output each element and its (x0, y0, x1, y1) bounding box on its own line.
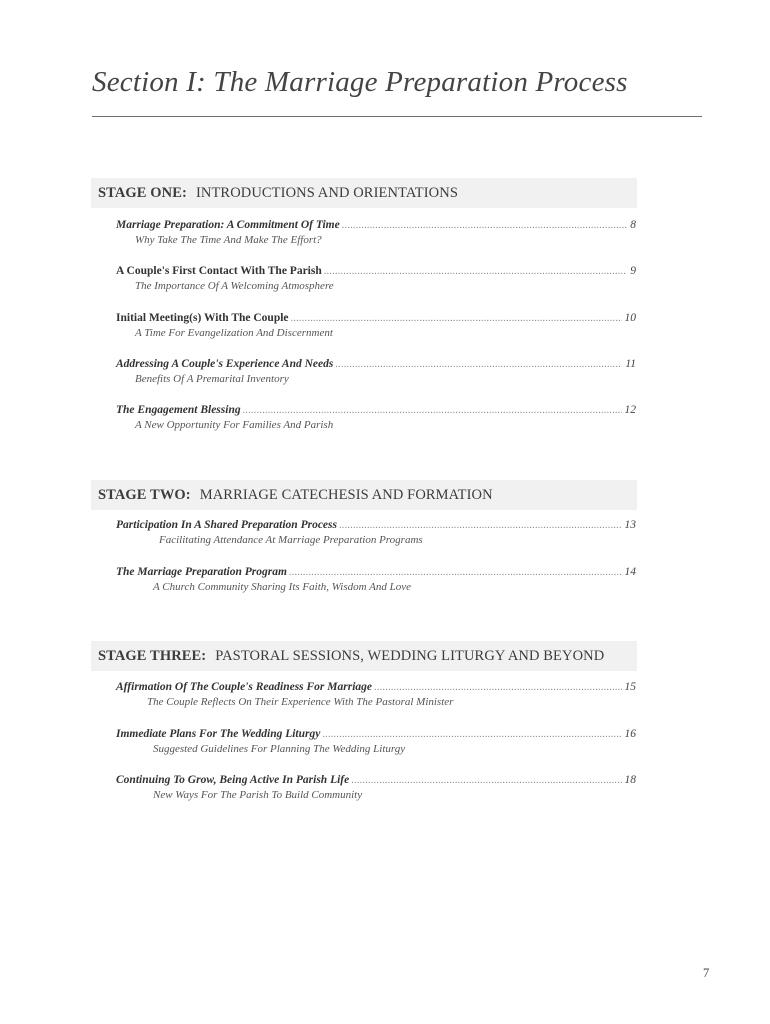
toc-entry[interactable] (116, 219, 636, 246)
stage-three-header (91, 641, 637, 671)
toc-entry[interactable] (116, 265, 636, 292)
toc-entry[interactable] (116, 519, 636, 546)
toc-entry-title: The Marriage Preparation Program (116, 566, 287, 578)
toc-entry-subtitle: Benefits Of A Premarital Inventory (135, 373, 289, 385)
toc-entry-subtitle: The Couple Reflects On Their Experience With The Pastoral Minister (147, 696, 454, 708)
section-title: Section I: The Marriage Preparation Process (92, 66, 628, 98)
toc-entry-title: Participation In A Shared Preparation Process (116, 519, 337, 531)
toc-entry[interactable] (116, 774, 636, 801)
stage-two-header (91, 480, 637, 510)
toc-entry-subtitle: A New Opportunity For Families And Parish (135, 419, 334, 431)
stage-name: PASTORAL SESSIONS, WEDDING LITURGY AND BEYOND (215, 647, 605, 664)
toc-entry-subtitle: Facilitating Attendance At Marriage Preparation Programs (159, 534, 423, 546)
dot-leader (342, 220, 628, 231)
dot-leader (291, 313, 622, 324)
stage-label: STAGE THREE: (98, 647, 207, 664)
toc-entry-page: 11 (625, 358, 636, 370)
toc-entry[interactable] (116, 312, 636, 339)
toc-entry[interactable] (116, 728, 636, 755)
dot-leader (322, 729, 621, 740)
stage-one-header (91, 178, 637, 208)
dot-leader (324, 266, 628, 277)
toc-entry-title: Initial Meeting(s) With The Couple (116, 312, 289, 324)
stage-name: INTRODUCTIONS AND ORIENTATIONS (195, 184, 458, 201)
dot-leader (374, 682, 621, 693)
toc-entry-title: Immediate Plans For The Wedding Liturgy (116, 728, 321, 740)
toc-entry-title: Affirmation Of The Couple's Readiness For Marriage (116, 681, 373, 693)
toc-entry-subtitle: New Ways For The Parish To Build Community (153, 789, 363, 801)
toc-entry-page: 12 (624, 404, 636, 416)
toc-entry[interactable] (116, 566, 636, 593)
toc-entry-page: 10 (624, 312, 636, 324)
stage-name: MARRIAGE CATECHESIS AND FORMATION (199, 486, 493, 503)
toc-entry-page: 18 (624, 774, 636, 786)
toc-entry-title: Continuing To Grow, Being Active In Parish Life (116, 774, 350, 786)
toc-entry-title: A Couple's First Contact With The Parish (116, 265, 322, 277)
stage-label: STAGE TWO: (98, 486, 191, 503)
toc-entry-page: 8 (630, 219, 636, 231)
toc-entry-subtitle: Why Take The Time And Make The Effort? (135, 234, 322, 246)
toc-entry-page: 16 (624, 728, 636, 740)
toc-entry-title: Addressing A Couple's Experience And Needs (116, 358, 334, 370)
title-divider (92, 116, 702, 117)
dot-leader (289, 567, 622, 578)
toc-entry-page: 9 (630, 265, 636, 277)
toc-entry-page: 14 (624, 566, 636, 578)
toc-entry-subtitle: A Time For Evangelization And Discernment (135, 327, 333, 339)
toc-entry-subtitle: Suggested Guidelines For Planning The Wedding Liturgy (153, 743, 406, 755)
toc-entry-title: The Engagement Blessing (116, 404, 241, 416)
toc-entry-page: 15 (624, 681, 636, 693)
toc-entry-page: 13 (624, 519, 636, 531)
dot-leader (243, 405, 622, 416)
toc-entry-title: Marriage Preparation: A Commitment Of Time (116, 219, 340, 231)
toc-entry[interactable] (116, 358, 636, 385)
toc-entry-subtitle: The Importance Of A Welcoming Atmosphere (135, 280, 334, 292)
dot-leader (351, 775, 621, 786)
toc-entry[interactable] (116, 404, 636, 431)
toc-entry-subtitle: A Church Community Sharing Its Faith, Wisdom And Love (153, 581, 411, 593)
page-number: 7 (703, 966, 710, 980)
dot-leader (335, 359, 622, 370)
toc-entry[interactable] (116, 681, 636, 708)
dot-leader (339, 520, 622, 531)
stage-label: STAGE ONE: (98, 184, 187, 201)
